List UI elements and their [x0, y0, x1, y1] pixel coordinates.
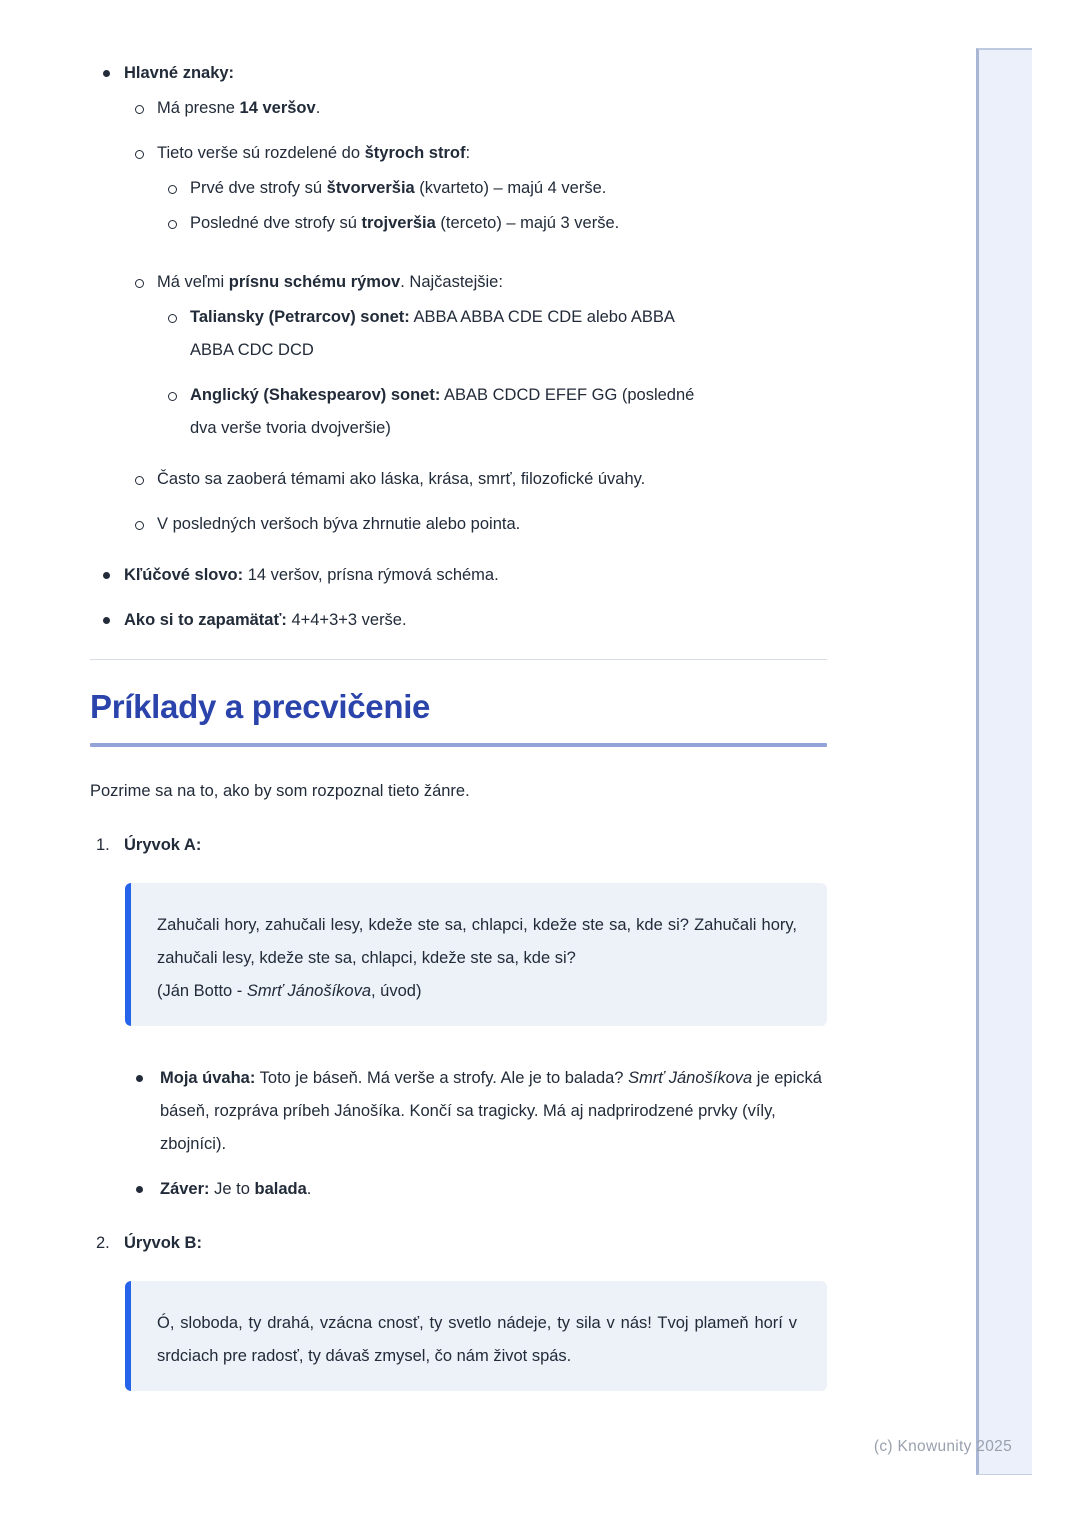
- example-bullet-text: [160, 1069, 822, 1153]
- bullet-disc-icon: [136, 1075, 143, 1082]
- text: Zahučali hory, zahučali lesy, kdeže ste sa, chlapci, kdeže ste sa, kde si? Zahučali hory, zahučali lesy, kdeže ste sa, chlapci, kdeže ste sa, kde si?: [157, 916, 797, 967]
- text: .: [306, 1180, 312, 1198]
- bold-text: Anglický (Shakespearov) sonet:: [190, 386, 441, 404]
- bold-text: Ako si to zapamätať:: [124, 611, 287, 629]
- quote-verse: [157, 1307, 797, 1373]
- text: 4+4+3+3 verše.: [286, 611, 407, 629]
- example-heading: [90, 829, 827, 862]
- example-label: Úryvok B:: [124, 1234, 202, 1252]
- section-intro: Pozrime sa na to, ako by som rozpoznal tieto žánre.: [90, 782, 470, 800]
- bold-text: trojveršia: [361, 214, 436, 232]
- text: . Najčastejšie:: [400, 273, 503, 291]
- text: Často sa zaoberá témami ako láska, krása, smrť, filozofické úvahy.: [157, 470, 646, 488]
- text: Má veľmi: [157, 273, 229, 291]
- bullet-disc-icon: [103, 572, 110, 579]
- bullet-disc-icon: [136, 1186, 143, 1193]
- bullet-circle-icon: [135, 476, 144, 485]
- text: (terceto) – majú 3 verše.: [435, 214, 620, 232]
- bullet-disc-icon: [103, 617, 110, 624]
- quote-attribution: [157, 975, 797, 1008]
- example-label: Úryvok A:: [124, 836, 202, 854]
- bold-text: štyroch strof: [364, 144, 466, 162]
- section-divider: [90, 659, 827, 660]
- text: (Ján Botto -: [157, 982, 247, 1000]
- example-bullet-item: [90, 1173, 827, 1206]
- bold-text: balada: [254, 1180, 307, 1198]
- examples-list: [90, 829, 827, 1391]
- outline-item: [90, 266, 827, 299]
- outline-item: [90, 559, 827, 592]
- outline-item: [90, 137, 827, 170]
- example-number: 1.: [96, 836, 110, 854]
- text: je epická báseň, rozpráva príbeh Jánošíka. Končí sa tragicky. Má aj nadprirodzené prvky (víly, zbojníci).: [160, 1069, 822, 1153]
- text: .: [315, 99, 321, 117]
- bold-text: prísnu schému rýmov: [228, 273, 401, 291]
- outline-item-text: [190, 214, 619, 232]
- bullet-circle-icon: [135, 105, 144, 114]
- outline-item: [90, 172, 827, 205]
- text: ABAB CDCD EFEF GG (posledné dva verše tvoria dvojveršie): [190, 386, 695, 437]
- outline-list: [90, 57, 827, 637]
- outline-item: [90, 207, 827, 240]
- section-title-underline: [90, 743, 827, 747]
- outline-item-text: [157, 99, 320, 117]
- bullet-circle-icon: [168, 314, 177, 323]
- bullet-circle-icon: [168, 220, 177, 229]
- bullet-circle-icon: [135, 521, 144, 530]
- text: V posledných veršoch býva zhrnutie alebo pointa.: [157, 515, 521, 533]
- outline-item: [90, 379, 827, 445]
- watermark: (c) Knowunity 2025: [873, 1438, 1012, 1455]
- text: Je to: [209, 1180, 255, 1198]
- text: :: [465, 144, 471, 162]
- text: , úvod): [371, 982, 422, 1000]
- outline-item-text: [190, 386, 694, 437]
- text: 14 veršov, prísna rýmová schéma.: [243, 566, 499, 584]
- outline-item-text: [157, 470, 645, 488]
- outline-item-text: [157, 273, 503, 291]
- quote-block: [125, 1281, 827, 1391]
- bold-text: Moja úvaha:: [160, 1069, 256, 1087]
- text: Toto je báseň. Má verše a strofy. Ale je to balada?: [255, 1069, 629, 1087]
- outline-item-text: [124, 611, 407, 629]
- text: Ó, sloboda, ty drahá, vzácna cnosť, ty svetlo nádeje, ty sila v nás! Tvoj plameň horí v srdciach pre radosť, ty dávaš zmysel, čo nám život spás.: [157, 1314, 797, 1365]
- bullet-circle-icon: [135, 150, 144, 159]
- text: Posledné dve strofy sú: [190, 214, 362, 232]
- outline-item-text: [157, 144, 470, 162]
- bold-text: štvorveršia: [326, 179, 415, 197]
- example-bullet-text: [160, 1180, 311, 1198]
- example-bullet-item: [90, 1062, 827, 1161]
- outline-item-text: [190, 179, 606, 197]
- quote-block: [125, 883, 827, 1026]
- bullet-disc-icon: [103, 70, 110, 77]
- bold-text: Kľúčové slovo:: [124, 566, 244, 584]
- bullet-circle-icon: [168, 392, 177, 401]
- text: Tieto verše sú rozdelené do: [157, 144, 365, 162]
- bold-text: 14 veršov: [239, 99, 316, 117]
- bold-text: Taliansky (Petrarcov) sonet:: [190, 308, 410, 326]
- example-number: 2.: [96, 1234, 110, 1252]
- outline-item: [90, 301, 827, 367]
- bullet-circle-icon: [168, 185, 177, 194]
- bold-text: Záver:: [160, 1180, 210, 1198]
- bullet-circle-icon: [135, 279, 144, 288]
- outline-item: [90, 463, 827, 496]
- page-side-strip: [976, 48, 1032, 1475]
- outline-item-text: [124, 64, 234, 82]
- outline-item-text: [124, 566, 499, 584]
- document-content: [90, 57, 827, 1391]
- outline-item: [90, 604, 827, 637]
- italic-text: Smrť Jánošíkova: [628, 1069, 753, 1087]
- outline-item: [90, 57, 827, 90]
- outline-item: [90, 92, 827, 125]
- text: (kvarteto) – majú 4 verše.: [414, 179, 607, 197]
- example-heading: [90, 1227, 827, 1260]
- text: ABBA ABBA CDE CDE alebo ABBA ABBA CDC DCD: [190, 308, 675, 359]
- outline-item: [90, 508, 827, 541]
- section-title: Príklady a precvičenie: [90, 688, 431, 725]
- bold-text: Hlavné znaky:: [124, 64, 235, 82]
- text: Prvé dve strofy sú: [190, 179, 327, 197]
- text: Má presne: [157, 99, 240, 117]
- outline-item-text: [190, 308, 675, 359]
- italic-text: Smrť Jánošíkova: [246, 982, 372, 1000]
- outline-item-text: [157, 515, 520, 533]
- quote-verse: [157, 909, 797, 975]
